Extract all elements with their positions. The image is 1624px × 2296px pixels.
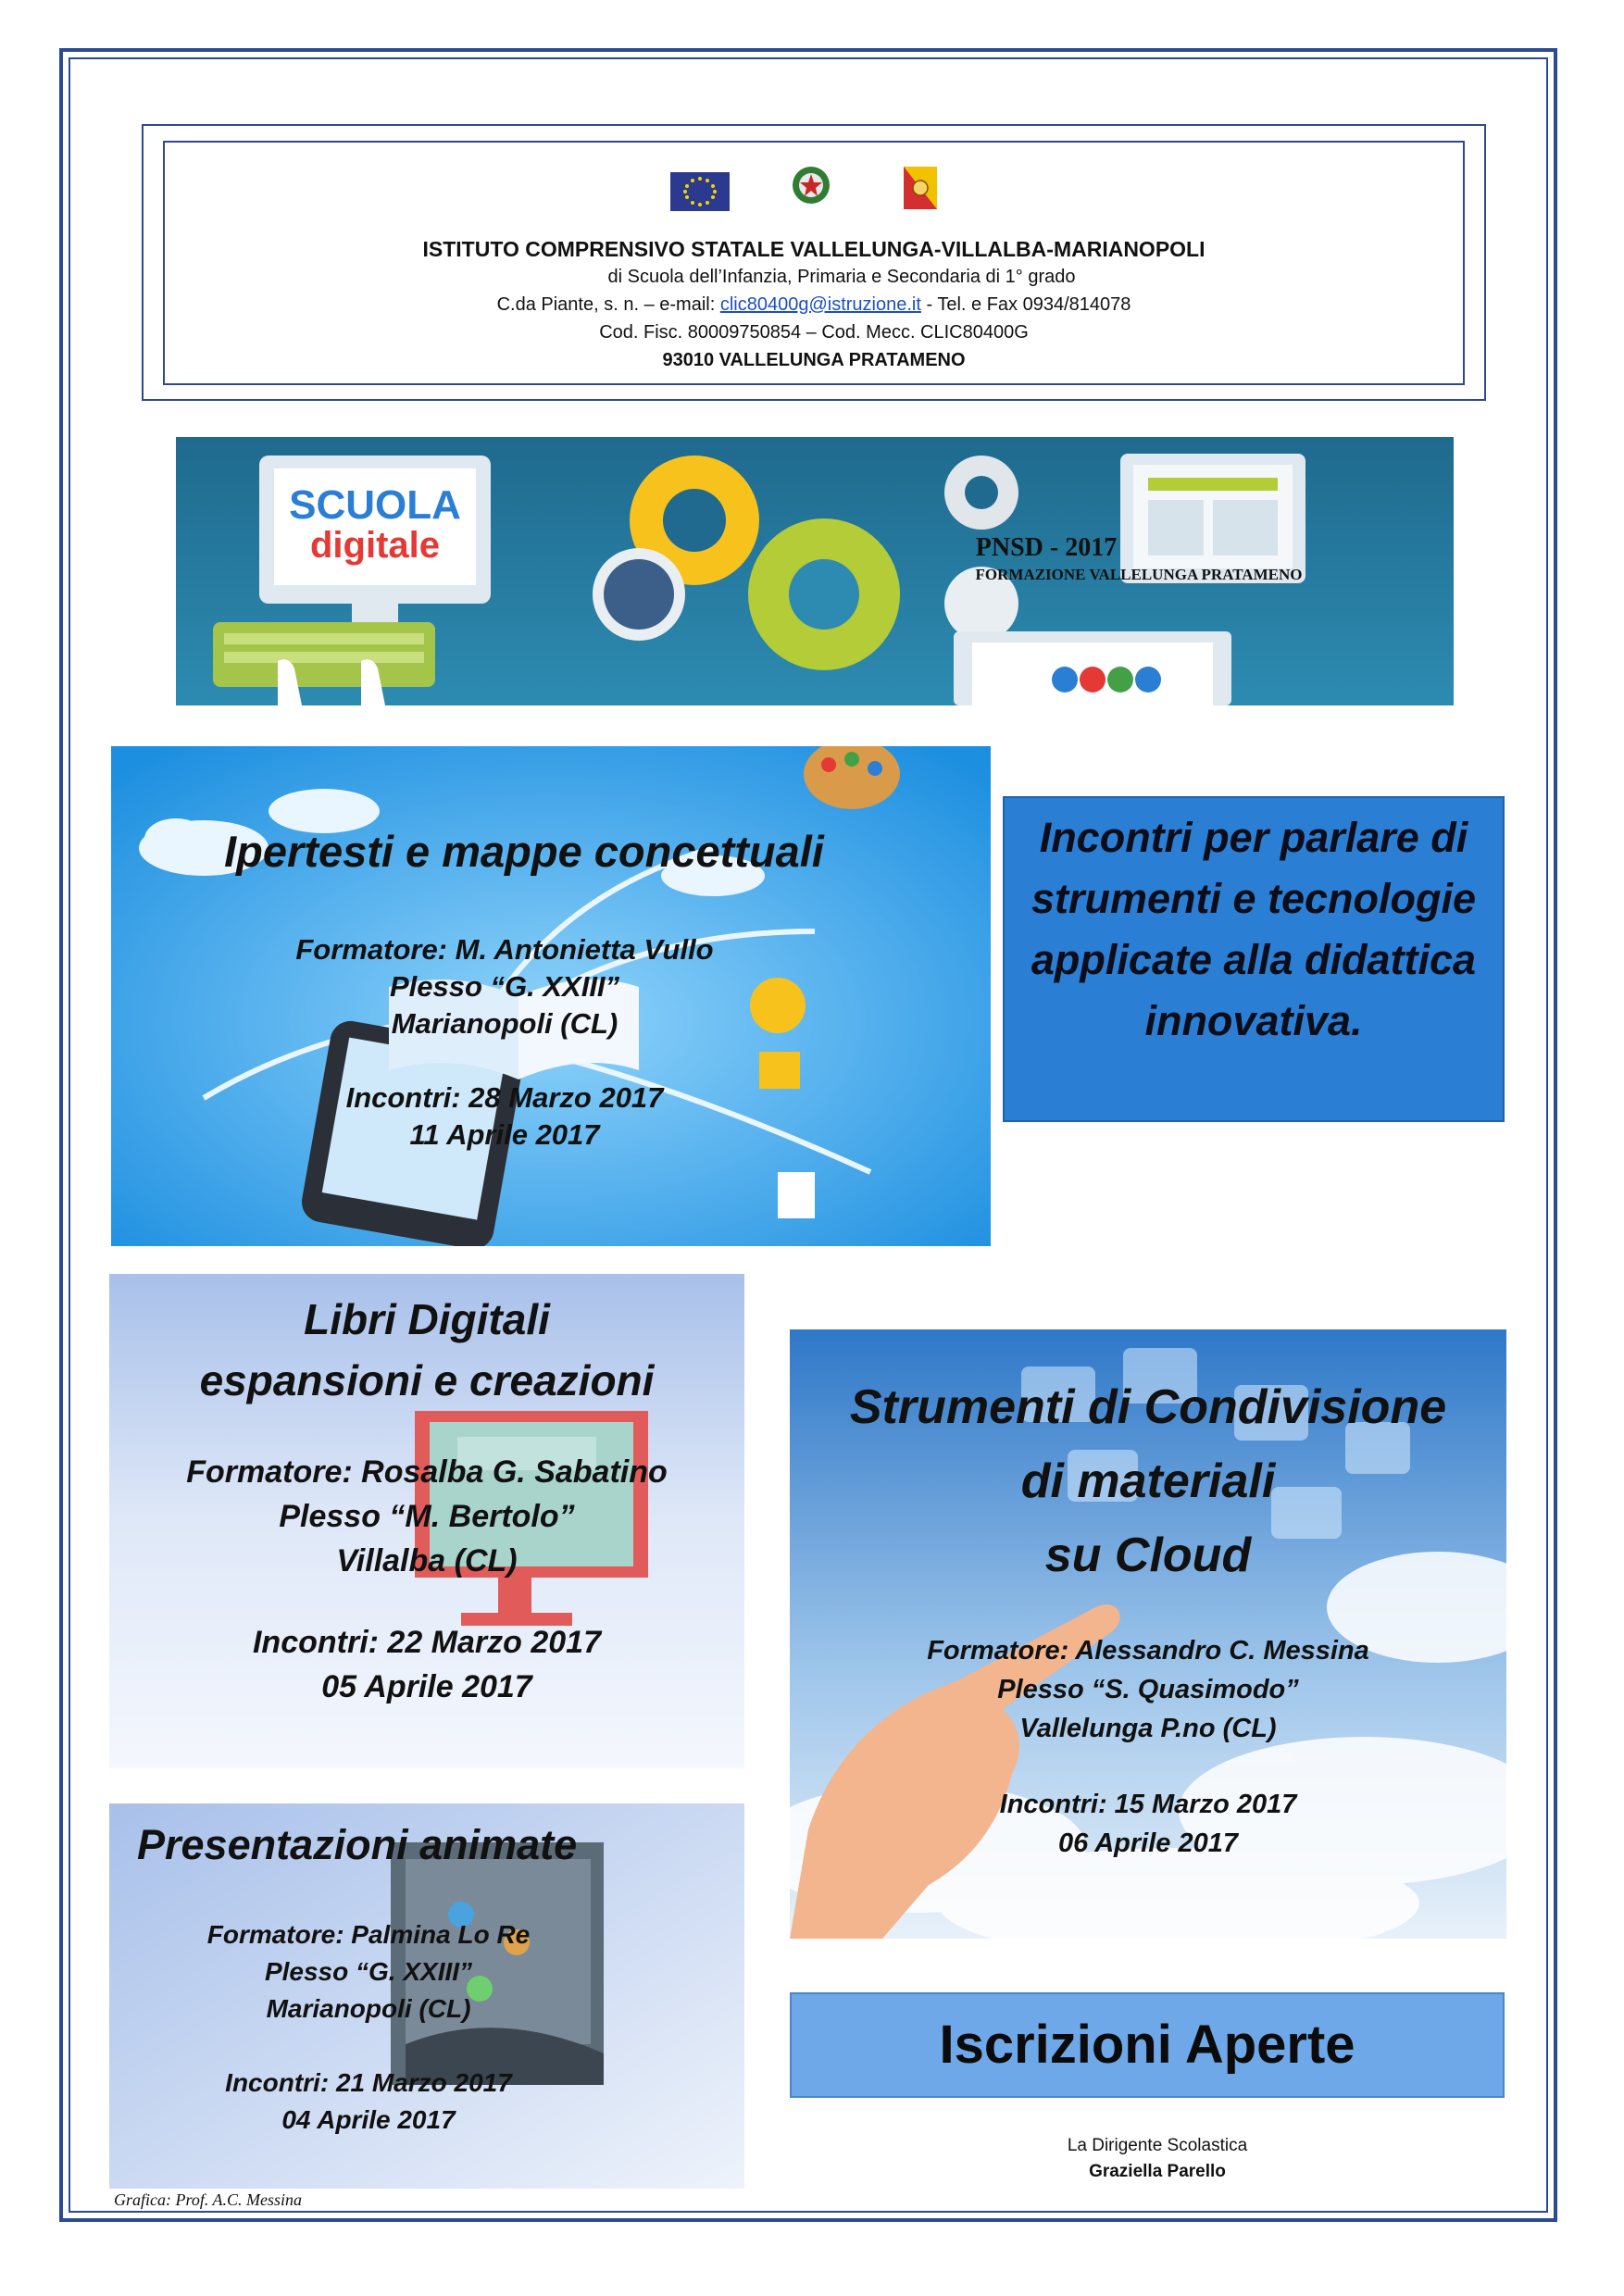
fiscal-codes: Cod. Fisc. 80009750854 – Cod. Mecc. CLIC80400G [599,322,1029,343]
libri-town: Villalba (CL) [336,1543,518,1578]
libri-title-1: Libri Digitali [304,1295,550,1343]
ipertesti-course [111,824,991,1154]
intro-line-4: innovativa. [1144,997,1363,1044]
eu-flag-icon [670,172,730,211]
intro-box [1003,796,1505,1122]
phone-text: - Tel. e Fax 0934/814078 [920,294,1131,315]
contact-line [163,291,1465,318]
presentazioni-dates-1: Incontri: 21 Marzo 2017 [225,2068,512,2097]
ipertesti-title: Ipertesti e mappe concettuali [224,827,824,876]
city-line: 93010 VALLELUNGA PRATAMENO [662,350,966,370]
email-link[interactable]: clic80400g@istruzione.it [719,294,921,315]
principal-name: Graziella Parello [1089,2162,1226,2181]
libri-title-2: espansioni e creazioni [199,1356,655,1404]
pnsd-label: PNSD - 2017 [975,533,1118,562]
libri-school: Plesso “M. Bertolo” [279,1499,575,1534]
libri-course [109,1289,744,1709]
school-levels: di Scuola dell’Infanzia, Primaria e Secondaria di 1° grado [607,267,1076,287]
address-text: C.da Piante, s. n. – e-mail: [496,294,720,315]
libri-dates-1: Incontri: 22 Marzo 2017 [252,1625,601,1660]
cloud-dates-2: 06 Aprile 2017 [1058,1828,1238,1858]
ipertesti-trainer: Formatore: M. Antonietta Vullo [295,933,714,966]
presentazioni-title: Presentazioni animate [137,1821,578,1868]
presentazioni-dates-2: 04 Aprile 2017 [281,2105,456,2134]
cloud-course [790,1370,1506,1863]
sicily-region-icon [904,167,937,209]
cloud-school: Plesso “S. Quasimodo” [997,1675,1299,1704]
intro-line-2: strumenti e tecnologie [1031,875,1477,922]
signature-block [963,2133,1352,2185]
presentazioni-school: Plesso “G. XXIII” [264,1957,473,1986]
ipertesti-town: Marianopoli (CL) [391,1007,618,1040]
cloud-title-1: Strumenti di Condivisione [849,1380,1447,1434]
ipertesti-school: Plesso “G. XXIII” [389,970,620,1003]
laptop-miur [954,631,1231,705]
right-monitor [1120,454,1305,583]
header-logos [667,161,981,217]
cloud-dates-1: Incontri: 15 Marzo 2017 [999,1790,1297,1819]
presentazioni-town: Marianopoli (CL) [266,1994,471,2023]
pnsd-banner [176,437,1454,705]
presentazioni-course [109,1813,744,2139]
intro-line-1: Incontri per parlare di [1039,814,1468,861]
principal-role: La Dirigente Scolastica [1067,2136,1248,2155]
svg-text:digitale: digitale [309,525,441,566]
ipertesti-dates-2: 11 Aprile 2017 [409,1118,600,1151]
ipertesti-dates-1: Incontri: 28 Marzo 2017 [345,1081,664,1114]
intro-line-3: applicate alla didattica [1031,936,1477,983]
svg-text:SCUOLA: SCUOLA [289,482,461,528]
cloud-title-3: su Cloud [1044,1529,1252,1582]
cloud-trainer: Formatore: Alessandro C. Messina [927,1636,1369,1666]
cloud-town: Vallelunga P.no (CL) [1019,1714,1277,1743]
graphics-credit: Grafica: Prof. A.C. Messina [114,2190,302,2209]
institute-name: ISTITUTO COMPRENSIVO STATALE VALLELUNGA-VILLALBA-MARIANOPOLI [422,237,1206,261]
document-icon [778,1172,815,1218]
banner-subtitle: FORMAZIONE VALLELUNGA PRATAMENO [975,566,1303,583]
presentazioni-trainer: Formatore: Palmina Lo Re [206,1920,531,1949]
libri-trainer: Formatore: Rosalba G. Sabatino [186,1454,668,1490]
institute-header [163,235,1465,374]
cloud-title-2: di materiali [1020,1454,1276,1508]
italian-emblem-icon [793,167,830,204]
libri-dates-2: 05 Aprile 2017 [321,1669,532,1704]
registration-banner: Iscrizioni Aperte [790,1992,1505,2098]
